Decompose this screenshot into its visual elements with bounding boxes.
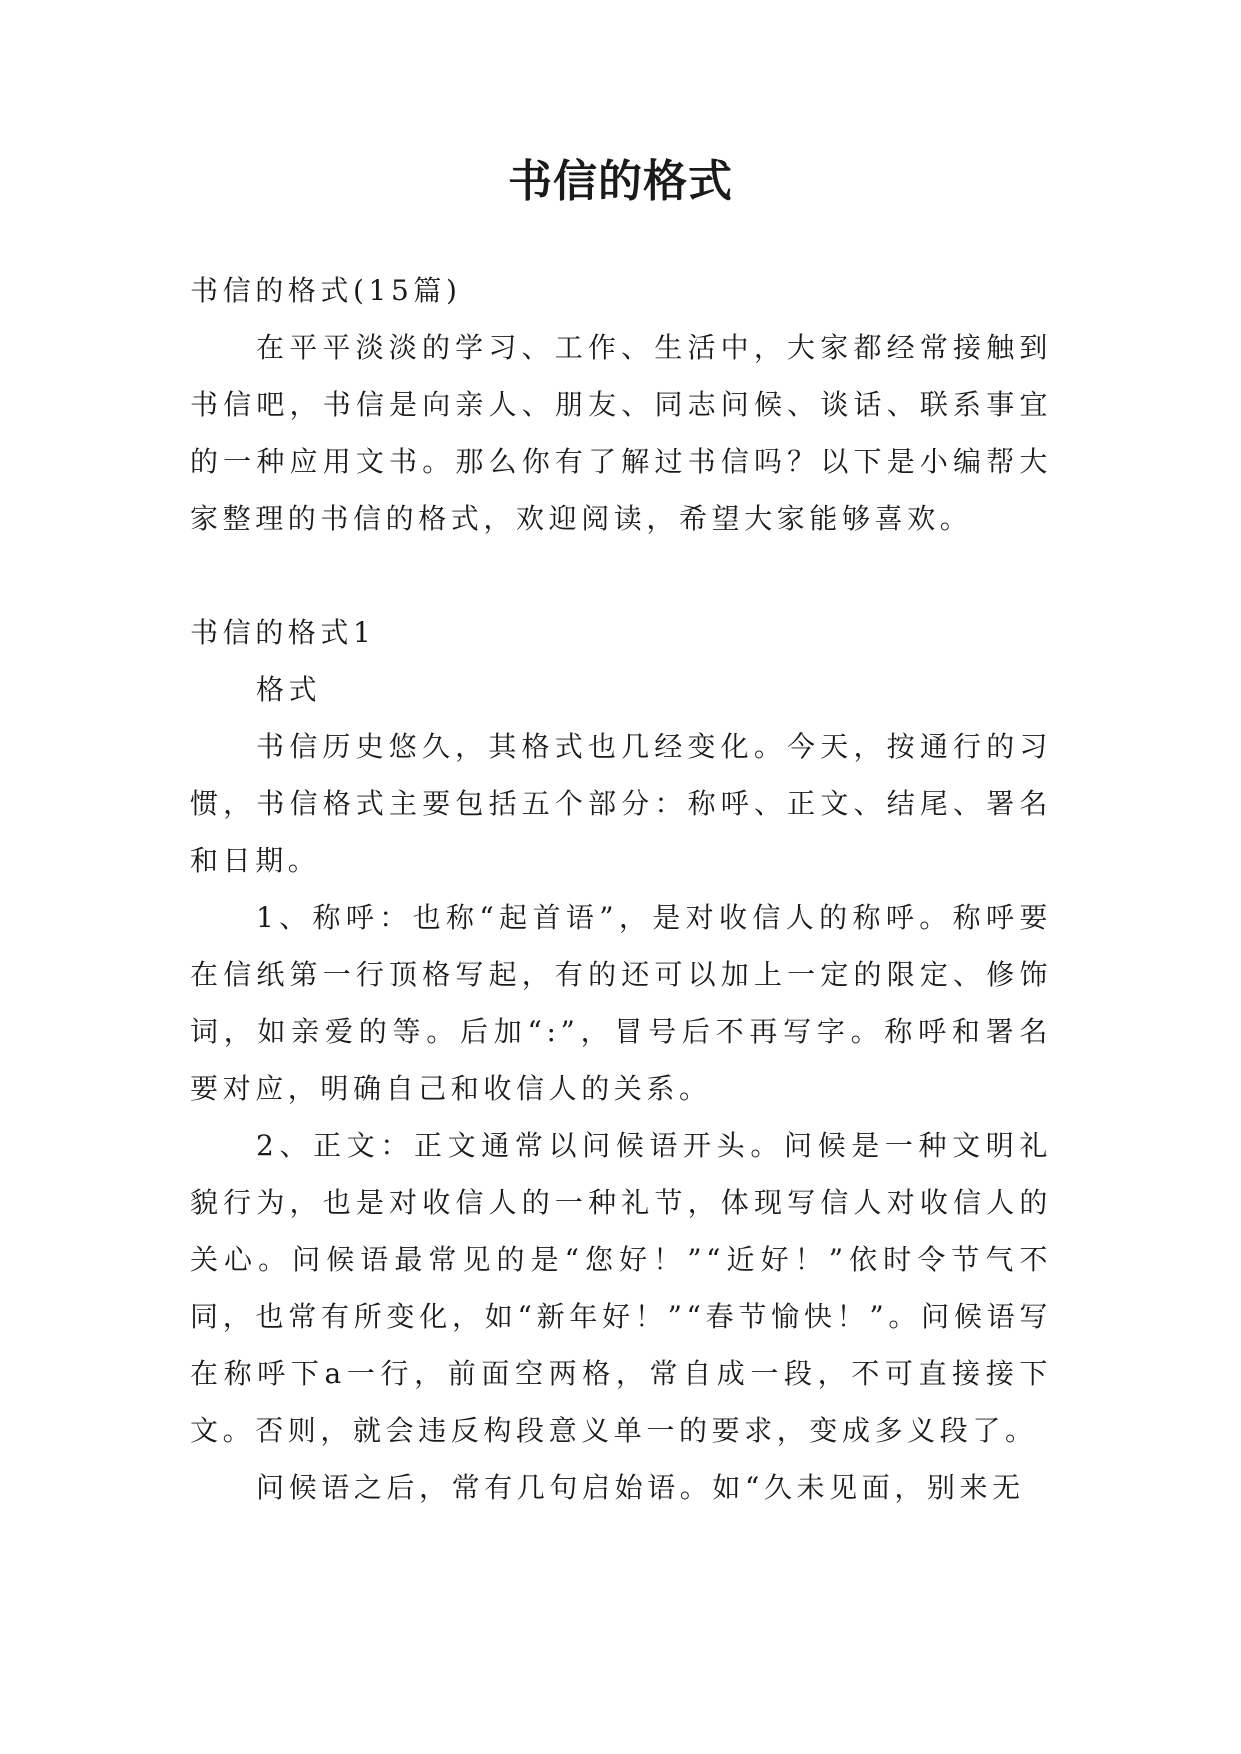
intro-paragraph: 在平平淡淡的学习、工作、生活中，大家都经常接触到书信吧，书信是向亲人、朋友、同志问候、谈话、联系事宜的一种应用文书。那么你有了解过书信吗？以下是小编帮大家整理的书信的格式，欢迎阅读，希望大家能够喜欢。 [190,331,1052,535]
body-paragraph: 1、称呼：也称“起首语”，是对收信人的称呼。称呼要在信纸第一行顶格写起，有的还可以加上一定的限定、修饰词，如亲爱的等。后加“:”，冒号后不再写字。称呼和署名要对应，明确自己和收信人的关系。 [190,901,1052,1105]
body-paragraph: 书信历史悠久，其格式也几经变化。今天，按通行的习惯，书信格式主要包括五个部分：称呼、正文、结尾、署名和日期。 [190,730,1052,877]
body-paragraph: 问候语之后，常有几句启始语。如“久未见面，别来无 [256,1471,1025,1504]
document-subtitle: 书信的格式(15篇) [190,274,462,307]
section-label: 格式 [256,673,322,706]
section-heading: 书信的格式1 [190,616,376,649]
document-body [190,262,1052,1516]
document-title: 书信的格式 [508,156,733,207]
body-paragraph: 2、正文：正文通常以问候语开头。问候是一种文明礼貌行为，也是对收信人的一种礼节，体现写信人对收信人的关心。问候语最常见的是“您好！”“近好！”依时令节气不同，也常有所变化，如“新年好！”“春节愉快！”。问候语写在称呼下a一行，前面空两格，常自成一段，不可直接接下文。否则，就会违反构段意义单一的要求，变成多义段了。 [190,1129,1052,1447]
